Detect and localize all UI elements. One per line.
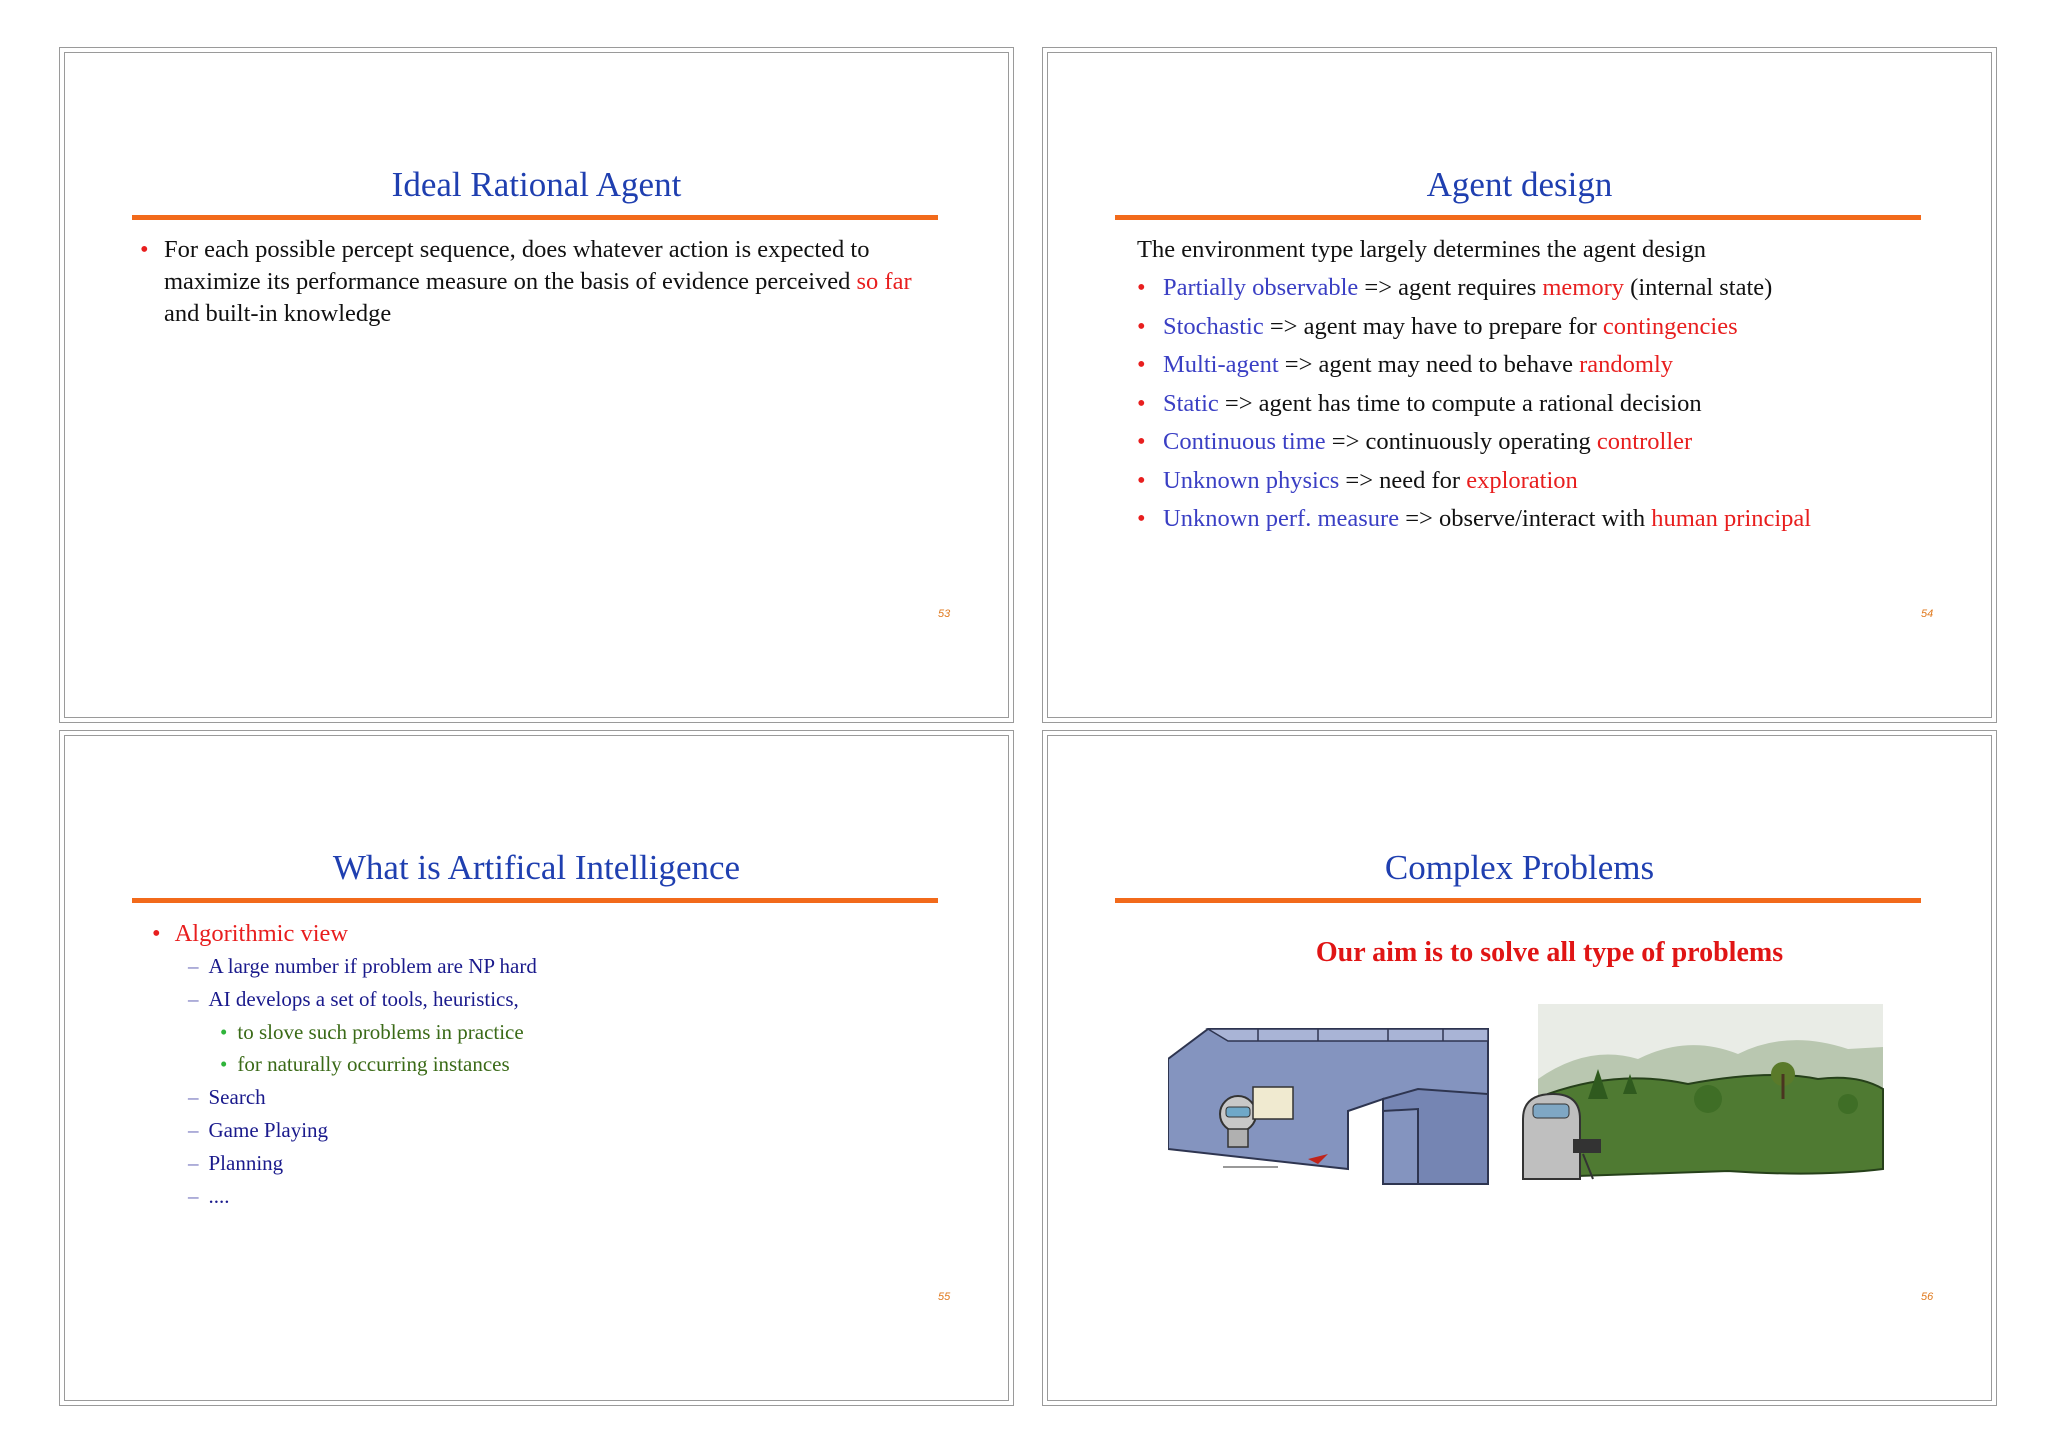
sub-list-item (220, 1018, 524, 1046)
bullet-item (1137, 503, 1937, 542)
maze-illustration (1168, 1029, 1488, 1184)
bullet-dot: • (1137, 505, 1146, 532)
robot-illustration (1168, 999, 1888, 1199)
list-item-text: A large number if problem are NP hard (208, 954, 537, 978)
dash-marker: – (188, 1184, 199, 1208)
dash-marker: – (188, 987, 199, 1011)
bullet-term: Stochastic (1163, 312, 1264, 340)
title-rule (1115, 898, 1921, 903)
page-number: 53 (938, 608, 951, 620)
bullet-key: human principal (1651, 505, 1812, 532)
bullet-text: For each possible percept sequence, does whatever action is expected to maximize its performance measure on the basis of evidence perceived (164, 236, 870, 295)
level1-text: Algorithmic view (174, 920, 349, 947)
bullet-dot: • (140, 236, 149, 263)
bullet-term: Unknown perf. measure (1163, 505, 1400, 532)
bullet-dot: • (220, 1052, 228, 1076)
bullet-dot: • (1137, 466, 1146, 494)
bullet-list (140, 234, 920, 330)
slide-agent-design (1042, 47, 1997, 723)
bullet-mid: => agent may have to prepare for (1263, 312, 1603, 340)
bullet-key: controller (1596, 428, 1693, 455)
bullet-term: Static (1163, 389, 1219, 417)
bullet-dot: • (220, 1020, 228, 1044)
bullet-key: memory (1542, 274, 1625, 301)
list-item-text: Game Playing (208, 1118, 329, 1142)
bullet-mid: => agent has time to compute a rational decision (1218, 389, 1702, 417)
list-item (188, 1083, 266, 1111)
slide-title: Complex Problems (1384, 848, 1655, 887)
page-number: 54 (1921, 608, 1934, 620)
bullet-key: contingencies (1602, 312, 1738, 340)
bullet-item (1137, 311, 1937, 350)
list-item (188, 985, 519, 1013)
bullet-mid: => continuously operating (1325, 428, 1597, 455)
bullet-term: Multi-agent (1163, 351, 1279, 378)
dash-marker: – (188, 1085, 199, 1109)
slide-what-is-ai (59, 730, 1014, 1406)
slide-title: What is Artifical Intelligence (332, 848, 741, 887)
title-rule (1115, 215, 1921, 220)
bullet-item (140, 234, 920, 330)
intro-text: The environment type largely determines the agent design (1137, 236, 1706, 263)
bullet-key: randomly (1579, 351, 1674, 378)
bullet-key: exploration (1466, 466, 1578, 494)
list-item-text: AI develops a set of tools, heuristics, (208, 987, 519, 1011)
dash-marker: – (188, 1118, 199, 1142)
dash-marker: – (188, 954, 199, 978)
bullet-tail: (internal state) (1624, 274, 1773, 301)
bullet-dot: • (1137, 274, 1146, 301)
bullet-list (1137, 272, 1937, 542)
bullet-highlight: so far (856, 268, 912, 295)
bullet-term: Continuous time (1163, 428, 1326, 455)
dash-marker: – (188, 1151, 199, 1175)
slide-title: Ideal Rational Agent (391, 165, 682, 204)
bullet-mid: => agent requires (1358, 274, 1543, 301)
level1-item (152, 918, 348, 950)
bullet-term: Unknown physics (1163, 466, 1340, 494)
slide-ideal-rational-agent (59, 47, 1014, 723)
bullet-mid: => need for (1339, 466, 1467, 494)
bullet-item (1137, 388, 1937, 427)
bullet-dot: • (1137, 351, 1146, 378)
bullet-dot: • (1137, 312, 1146, 340)
list-item (188, 952, 537, 980)
bullet-text-end: and built-in knowledge (164, 300, 392, 327)
sub-list-item-text: for naturally occurring instances (237, 1052, 510, 1076)
bullet-item (1137, 465, 1937, 504)
title-rule (132, 898, 938, 903)
aim-statement: Our aim is to solve all type of problems (1315, 937, 1784, 968)
list-item-text: .... (208, 1184, 230, 1208)
bullet-dot: • (152, 920, 161, 947)
list-item-text: Planning (208, 1151, 284, 1175)
title-rule (132, 215, 938, 220)
bullet-item (1137, 349, 1937, 388)
outdoor-illustration (1523, 1004, 1883, 1179)
slide-title: Agent design (1426, 165, 1613, 204)
bullet-dot: • (1137, 428, 1146, 455)
bullet-item (1137, 426, 1937, 465)
page-number: 55 (938, 1291, 951, 1303)
bullet-mid: => agent may need to behave (1278, 351, 1580, 378)
list-item-text: Search (208, 1085, 266, 1109)
list-item (188, 1149, 283, 1177)
list-item (188, 1116, 328, 1144)
page-number: 56 (1921, 1291, 1934, 1303)
bullet-mid: => observe/interact with (1399, 505, 1652, 532)
list-item (188, 1182, 230, 1210)
bullet-term: Partially observable (1163, 274, 1359, 301)
sub-list-item-text: to slove such problems in practice (237, 1020, 524, 1044)
bullet-item (1137, 272, 1937, 311)
slide-complex-problems (1042, 730, 1997, 1406)
bullet-dot: • (1137, 389, 1146, 417)
sub-list-item (220, 1050, 510, 1078)
